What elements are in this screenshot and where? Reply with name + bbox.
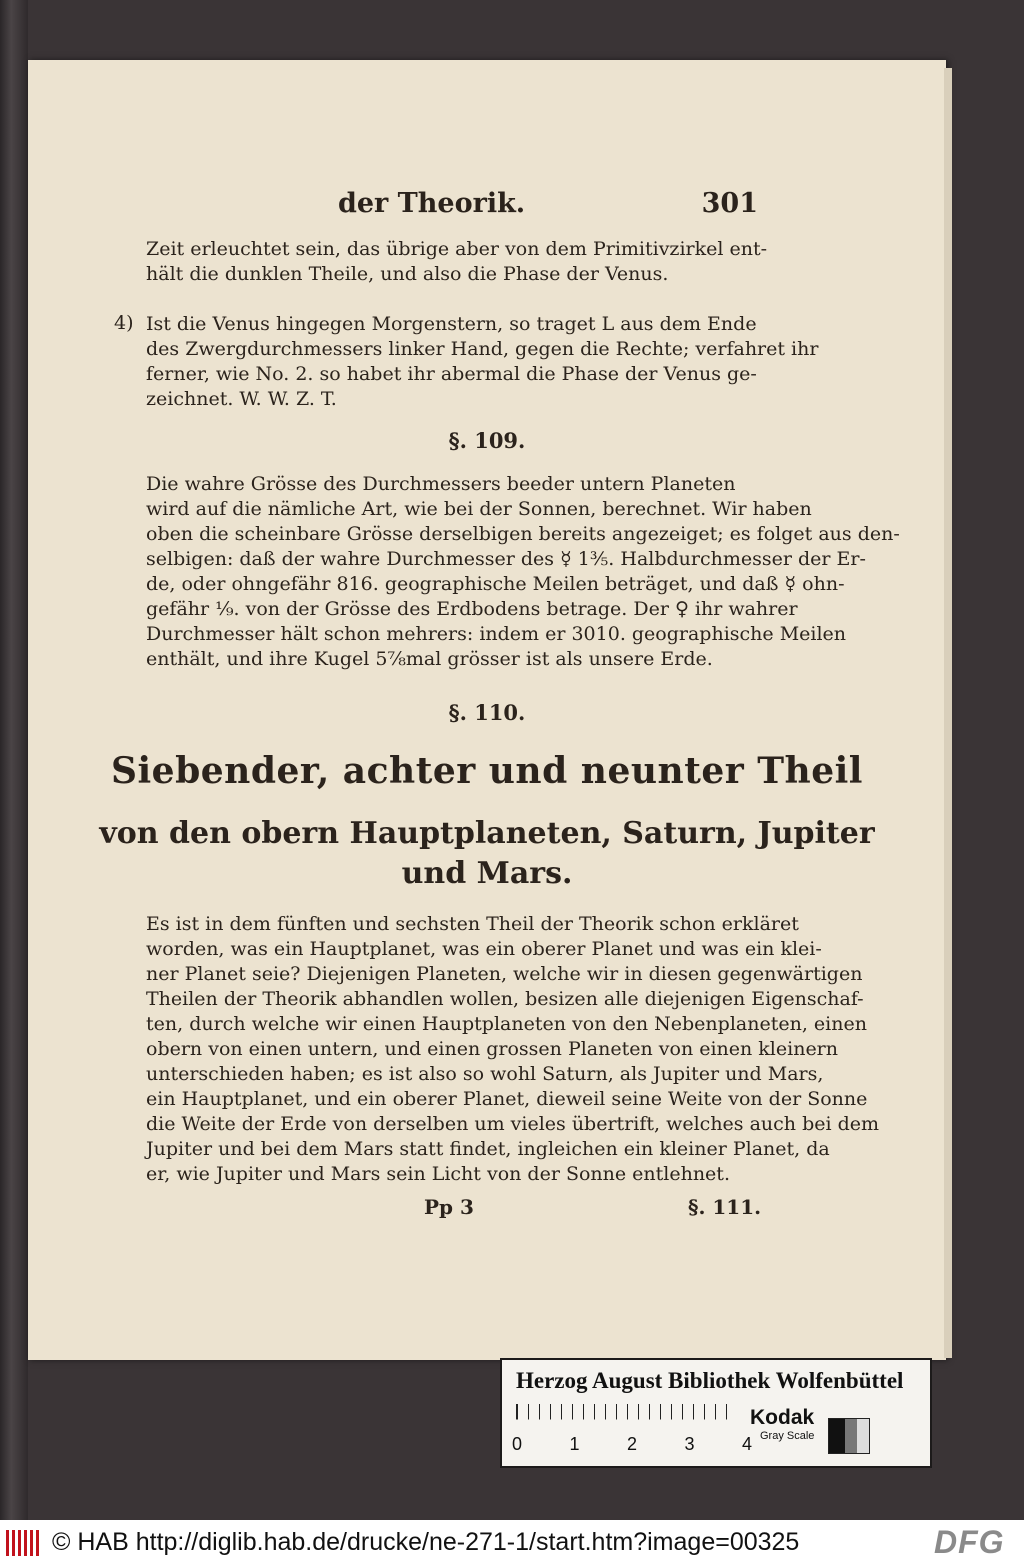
text-line: Theilen der Theorik abhandlen wollen, besizen alle diejenigen Eigenschaf- [146,988,864,1010]
text-line: zeichnet. W. W. Z. T. [146,388,337,410]
text-line: Es ist in dem fünften und sechsten Theil der Theorik schon erkläret [146,913,799,935]
text-line: worden, was ein Hauptplanet, was ein oberer Planet und was ein klei- [146,938,822,960]
text-line: hält die dunklen Theile, und also die Phase der Venus. [146,263,669,285]
text-line: de, oder ohngefähr 816. geographische Meilen beträget, und daß ☿ ohn- [146,573,845,595]
text-line: Die wahre Grösse des Durchmessers beeder untern Planeten [146,473,736,495]
book-edge [0,0,28,1520]
ruler-number: 1 [569,1434,580,1454]
text-line: wird auf die nämliche Art, wie bei der Sonnen, berechnet. Wir haben [146,498,812,520]
text-line: Zeit erleuchtet sein, das übrige aber von dem Primitivzirkel ent- [146,238,768,260]
dfg-logo: DFG [934,1524,1005,1560]
text-line: ferner, wie No. 2. so habet ihr abermal die Phase der Venus ge- [146,363,757,385]
text-line: gefähr ⅑. von der Grösse des Erdbodens betrage. Der ♀ ihr wahrer [146,598,798,620]
text-line: Durchmesser hält schon mehrers: indem er 3010. geographische Meilen [146,623,847,645]
gray-scale-swatch [828,1418,870,1454]
text-line: er, wie Jupiter und Mars sein Licht von der Sonne entlehnet. [146,1163,730,1185]
kodak-brand: Kodak [750,1406,815,1429]
chapter-subtitle-end: und Mars. [401,856,573,891]
library-name: Herzog August Bibliothek Wolfenbüttel [516,1368,904,1393]
page-number: 301 [701,188,758,219]
ruler-numbers [512,1434,752,1455]
section-heading-109: §. 109. [448,428,526,453]
text-line: unterschieden haben; es ist also so wohl Saturn, als Jupiter und Mars, [146,1063,824,1085]
bottom-bar [0,1520,1024,1567]
text-line: Jupiter und bei dem Mars statt findet, ingleichen ein kleiner Planet, da [146,1138,830,1160]
text-line: enthält, und ihre Kugel 5⅞mal grösser ist als unsere Erde. [146,648,713,670]
catchword: §. 111. [688,1195,762,1219]
text-line: ein Hauptplanet, und ein oberer Planet, dieweil seine Weite von der Sonne [146,1088,868,1110]
ruler-number: 4 [741,1434,752,1454]
ruler-number: 2 [626,1434,637,1454]
page-header [338,188,758,219]
ruler-number: 0 [512,1434,523,1454]
book-page [28,60,946,1360]
library-label [500,1358,932,1468]
section-heading-110: §. 110. [448,700,526,725]
text-line: oben die scheinbare Grösse derselbigen bereits angezeiget; es folget aus den- [146,523,900,545]
scale-ruler [516,1404,737,1432]
text-line: ner Planet seie? Diejenigen Planeten, welche wir in diesen gegenwärtigen [146,963,863,985]
signature-mark: Pp 3 [424,1195,474,1219]
chapter-title: Siebender, achter und neunter Theil [110,750,863,792]
hab-logo-icon [6,1530,42,1556]
ruler-number: 3 [684,1434,695,1454]
chapter-subtitle: von den obern Hauptplaneten, Saturn, Jupiter [99,816,875,851]
gray-scale-caption: Gray Scale [760,1430,815,1442]
running-head: der Theorik. [338,188,526,219]
text-line: ten, durch welche wir einen Hauptplaneten von den Nebenplaneten, einen [146,1013,867,1035]
item-number: 4) [114,312,134,334]
text-line: Ist die Venus hingegen Morgenstern, so traget L aus dem Ende [146,313,757,335]
text-line: obern von einen untern, und einen grossen Planeten von einen kleinern [146,1038,839,1060]
text-line: die Weite der Erde von derselben um vieles übertrift, welches auch bei dem [146,1113,880,1135]
text-line: selbigen: daß der wahre Durchmesser des ☿ 1⅗. Halbdurchmesser der Er- [146,548,866,570]
copyright-link[interactable]: © HAB http://diglib.hab.de/drucke/ne-271-1/start.htm?image=00325 [52,1528,800,1556]
text-line: des Zwergdurchmessers linker Hand, gegen die Rechte; verfahret ihr [146,338,819,360]
